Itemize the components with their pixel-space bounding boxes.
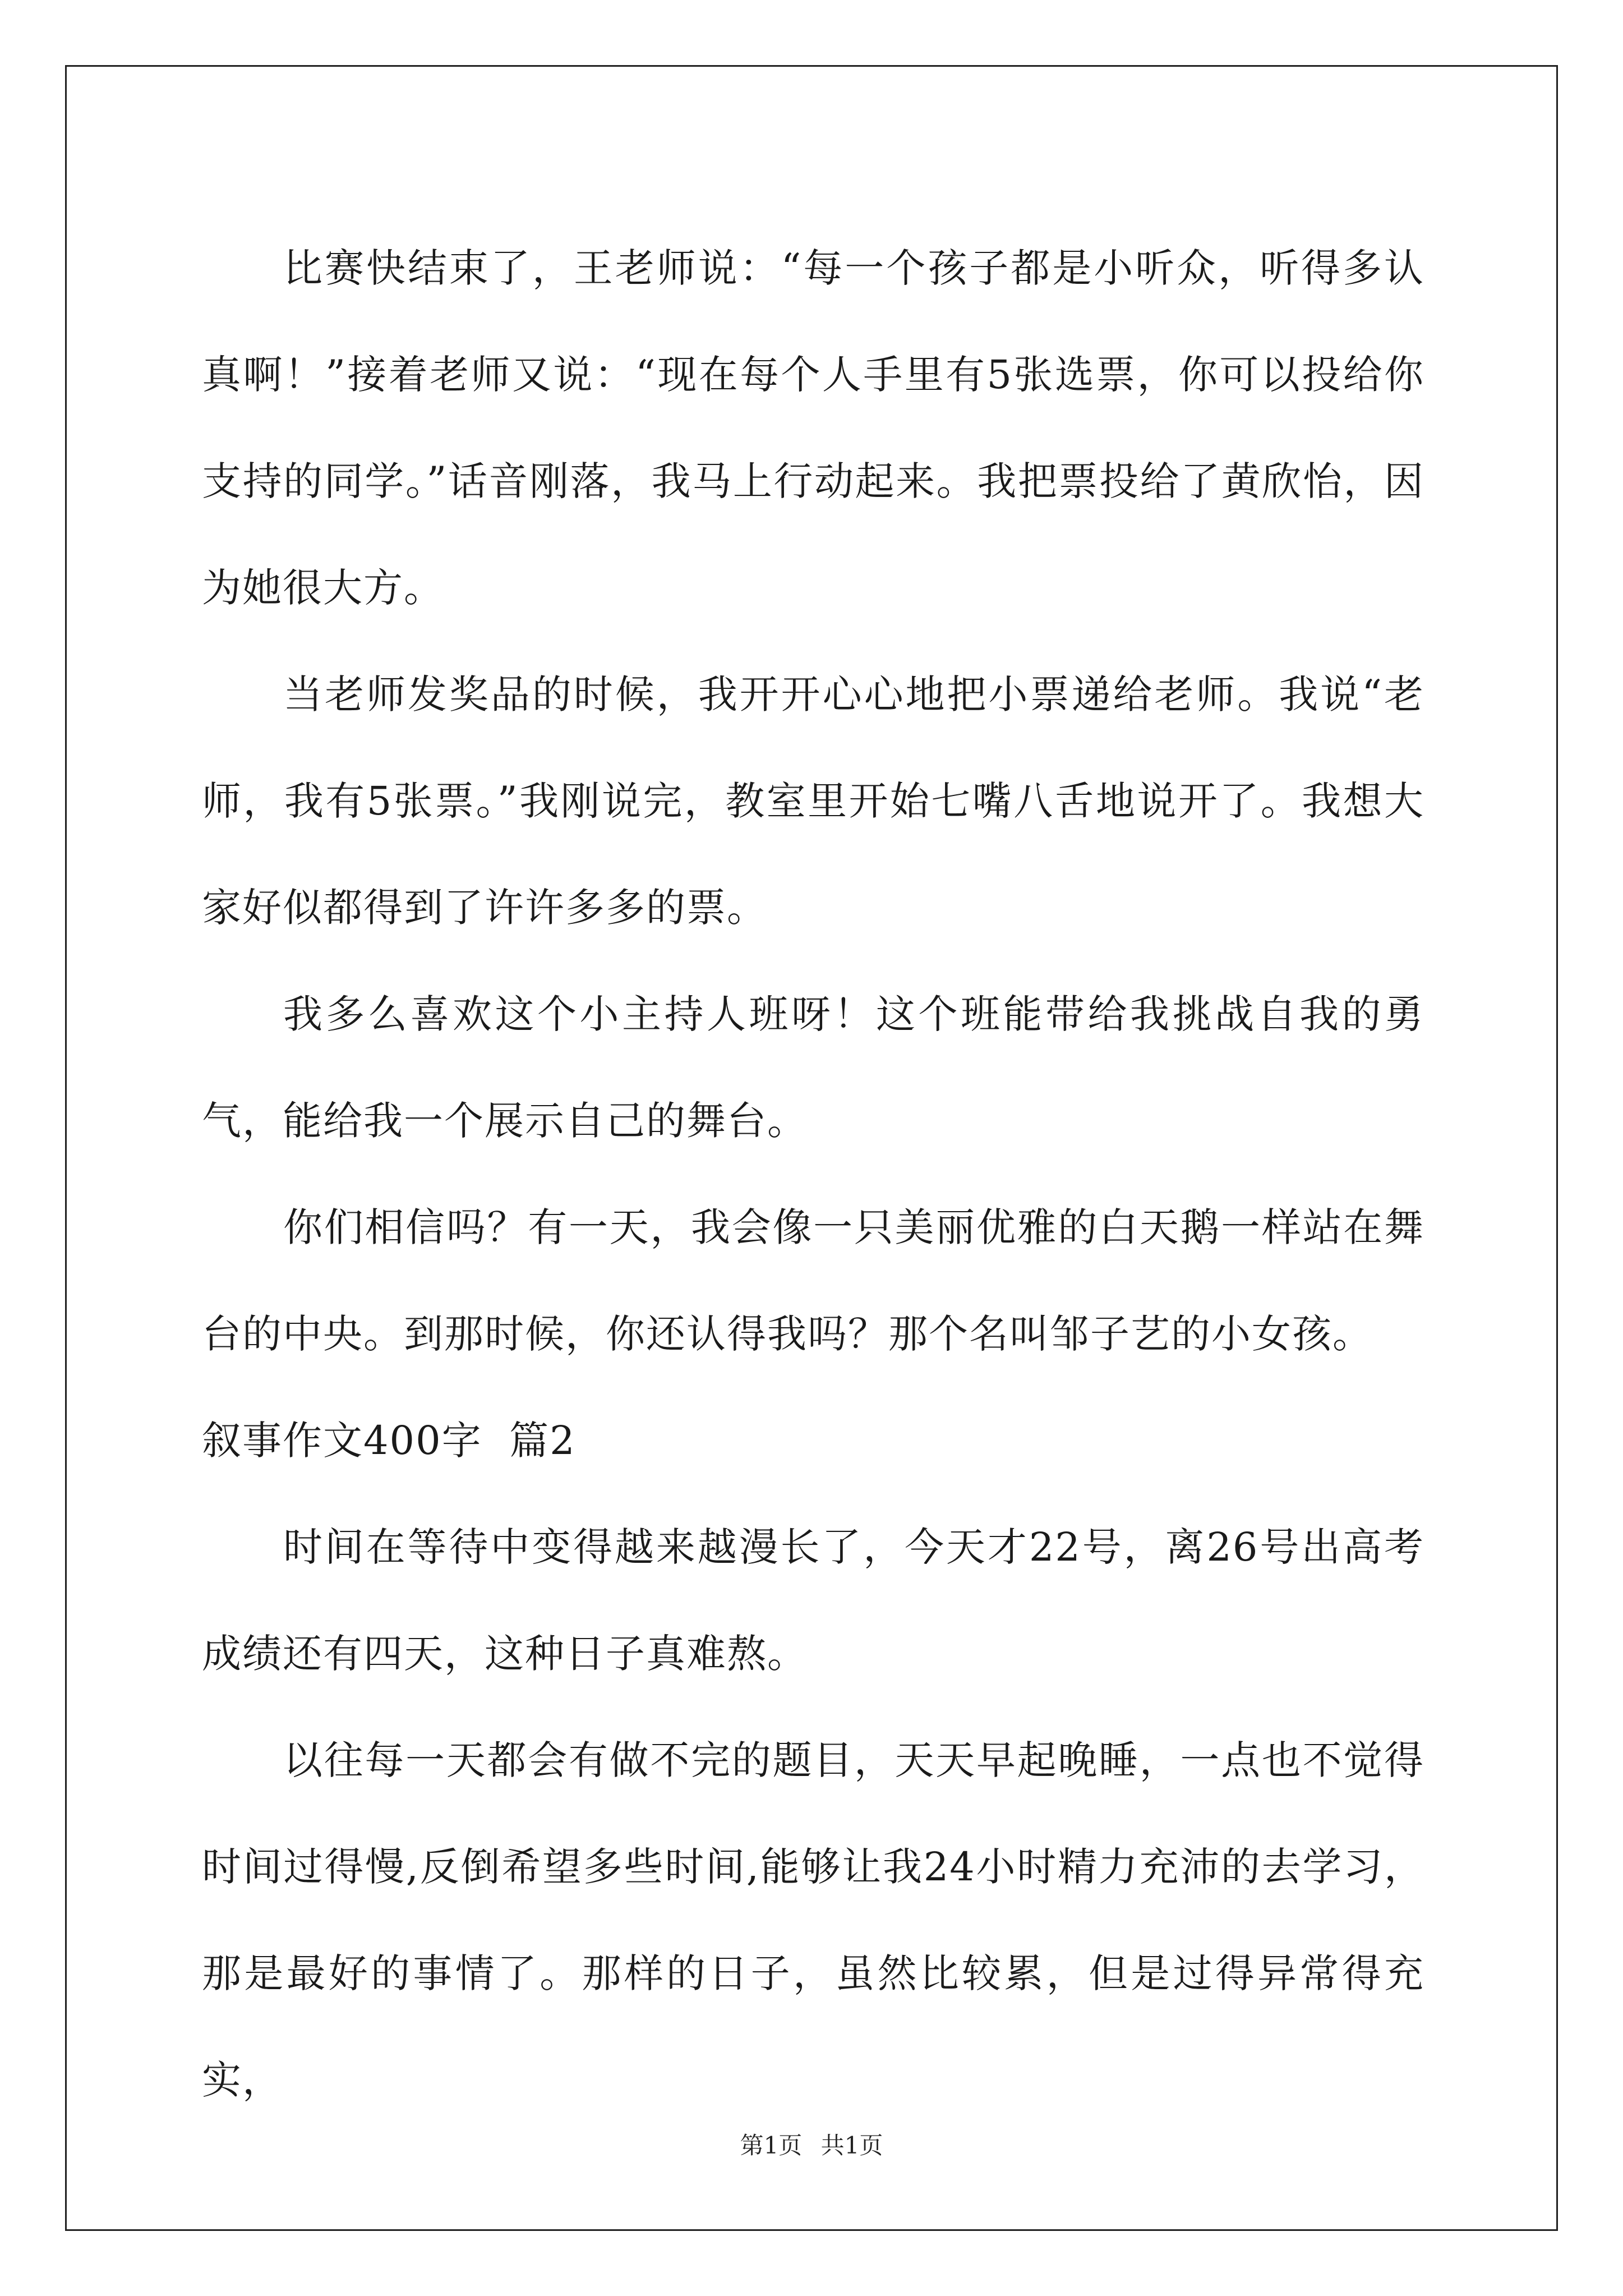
page-number: 第1页 [740, 2132, 803, 2159]
paragraph-6: 以往每一天都会有做不完的题目，天天早起晚睡，一点也不觉得时间过得慢,反倒希望多些时间,能够让我24小时精力充沛的去学习，那是最好的事情了。那样的日子，虽然比较累，但是过得异常得充实， [202, 1737, 1424, 2103]
paragraph-5: 时间在等待中变得越来越漫长了，今天才22号，离26号出高考成绩还有四天，这种日子真难熬。 [202, 1524, 1424, 1677]
paragraph-1: 比赛快结束了，王老师说：“每一个孩子都是小听众，听得多认真啊！”接着老师又说：“现在每个人手里有5张选票，你可以投给你支持的同学。”话音刚落，我马上行动起来。我把票投给了黄欣怡，因为她很大方。 [202, 245, 1424, 611]
paragraph-4: 你们相信吗？有一天，我会像一只美丽优雅的白天鹅一样站在舞台的中央。到那时候，你还认得我吗？那个名叫邹子艺的小女孩。 [202, 1204, 1424, 1357]
paragraph-3: 我多么喜欢这个小主持人班呀！这个班能带给我挑战自我的勇气，能给我一个展示自己的舞台。 [202, 991, 1424, 1144]
page-total: 共1页 [820, 2132, 883, 2159]
document-body [202, 215, 1424, 2133]
page-footer [0, 2129, 1623, 2162]
paragraph-2: 当老师发奖品的时候，我开开心心地把小票递给老师。我说“老师，我有5张票。”我刚说完，教室里开始七嘴八舌地说开了。我想大家好似都得到了许许多多的票。 [202, 671, 1424, 931]
section-heading: 叙事作文400字 篇2 [202, 1418, 576, 1464]
